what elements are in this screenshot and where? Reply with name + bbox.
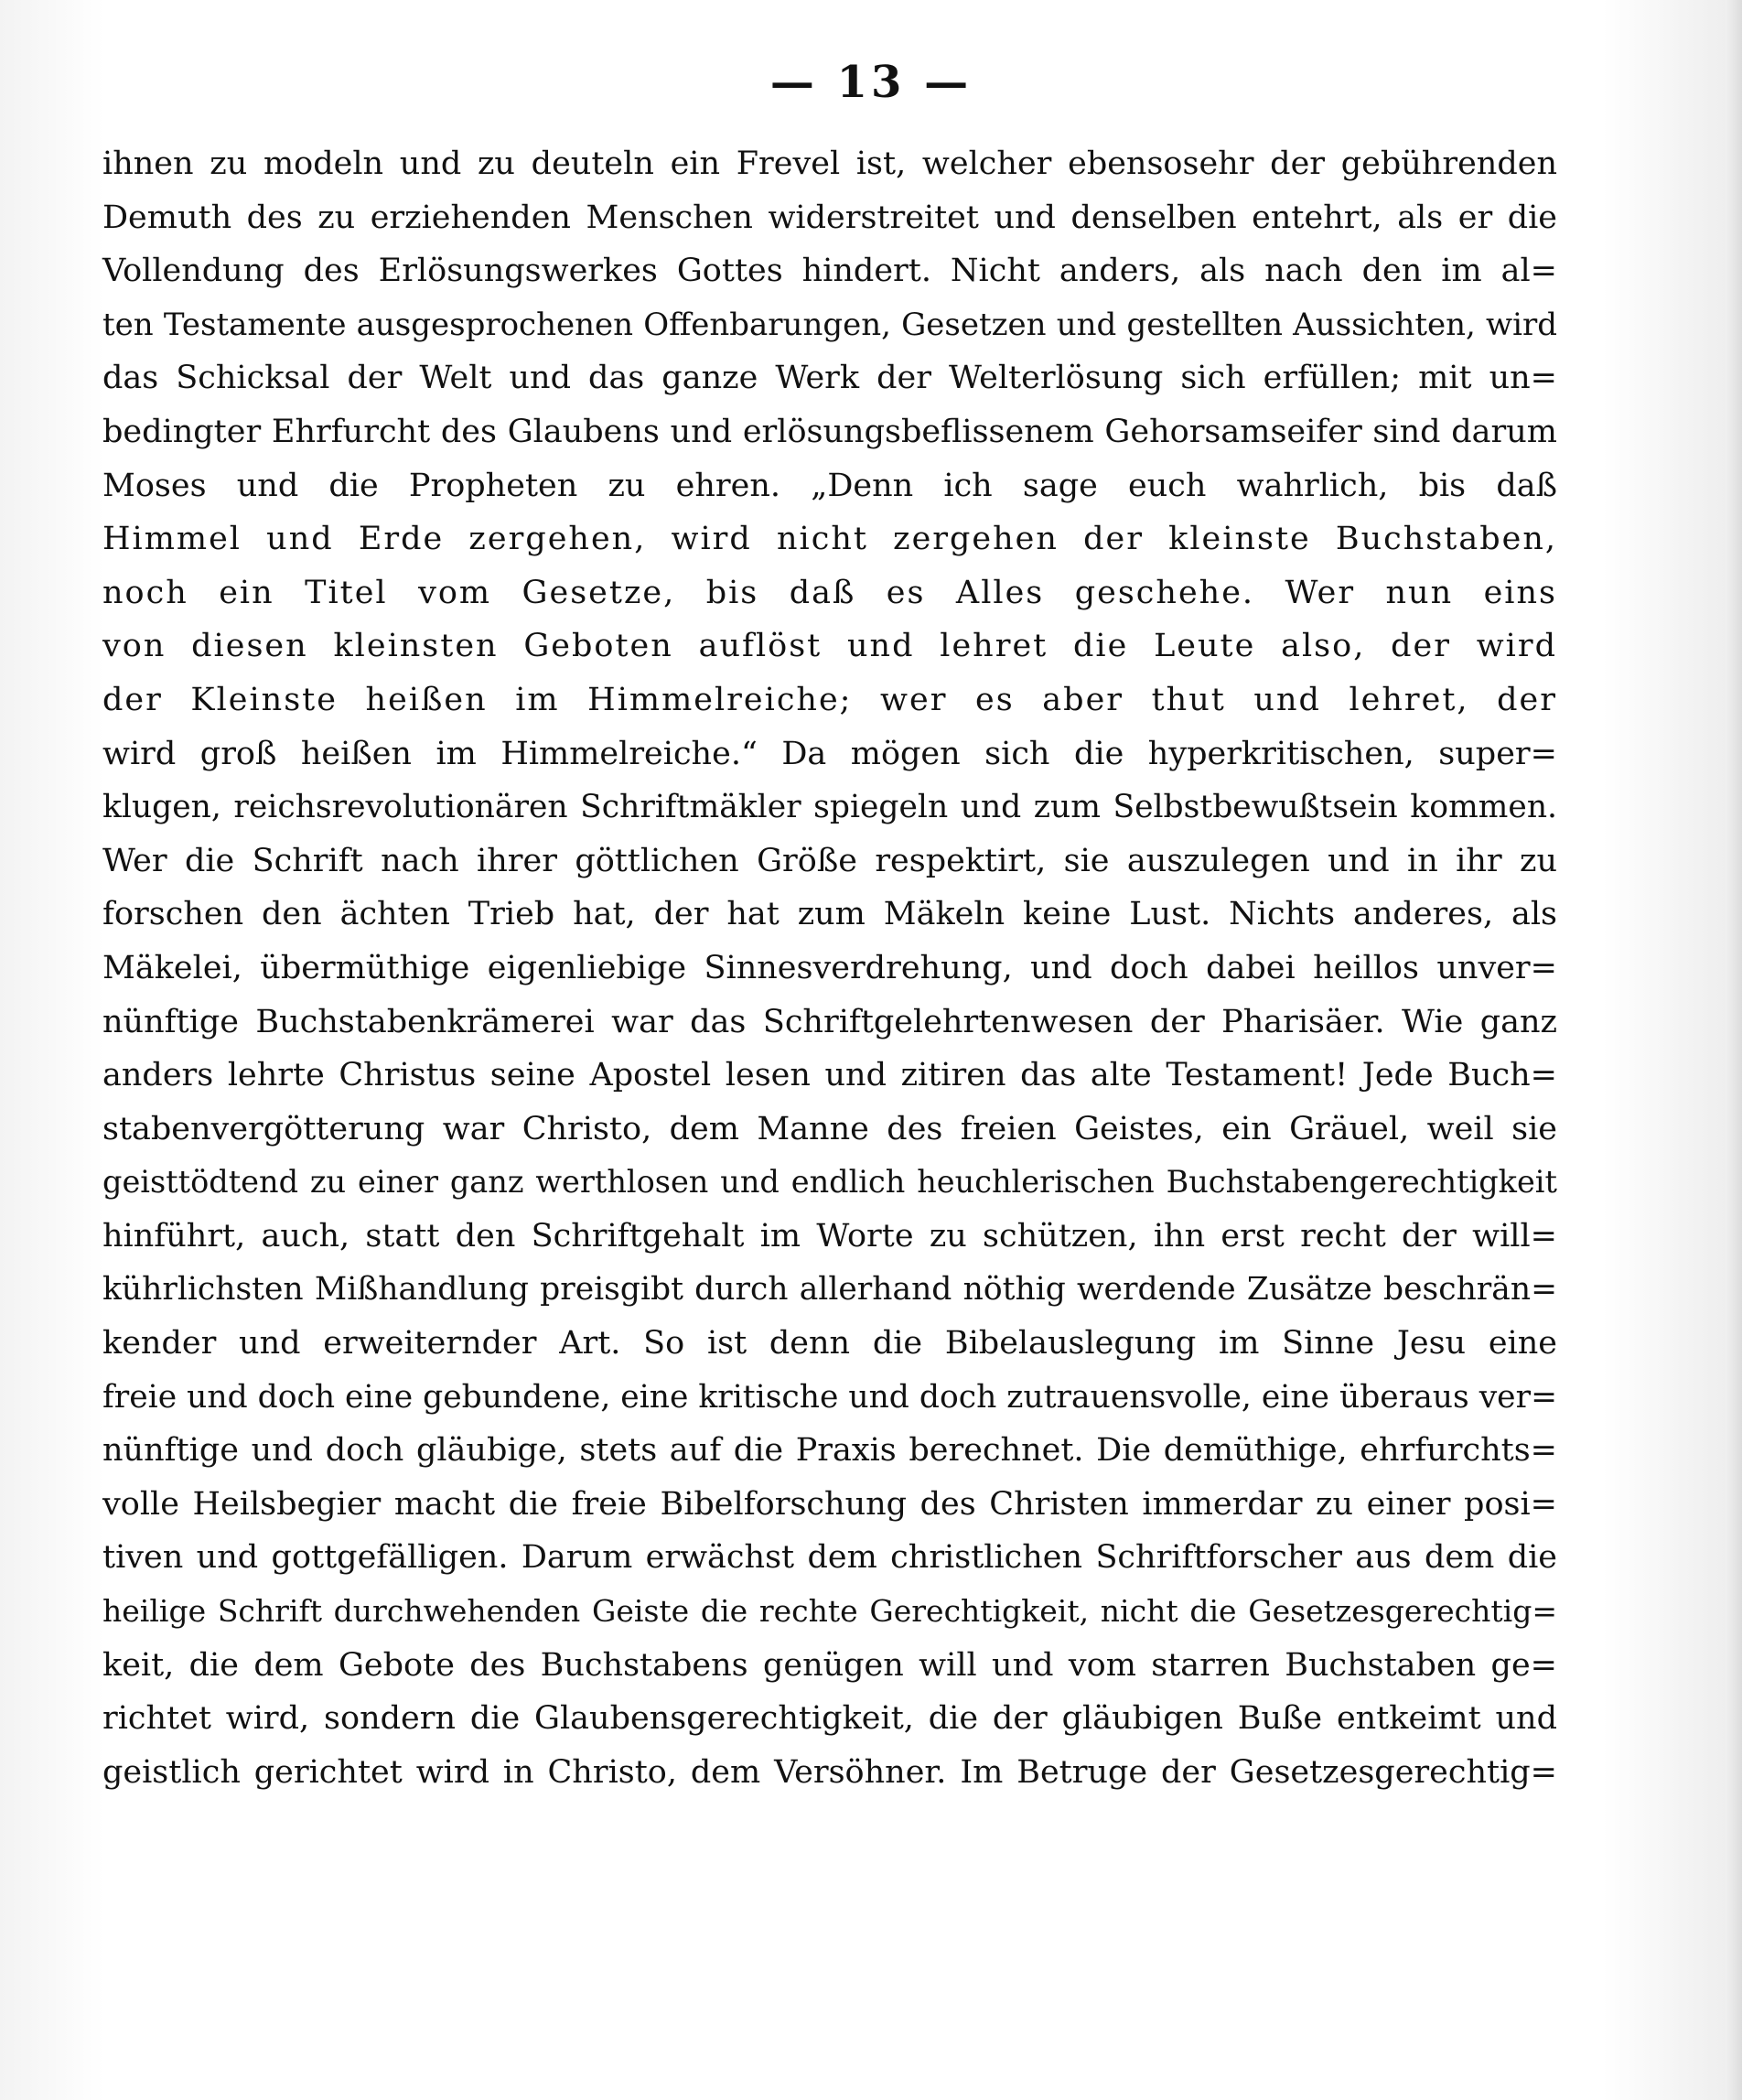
text-line: Himmel und Erde zergehen, wird nicht zergehen der kleinste Buchstaben,: [102, 521, 1557, 558]
body-text: [102, 137, 1557, 1799]
text-line: volle Heilsbegier macht die freie Bibelforschung des Christen immerdar zu einer posi=: [102, 1485, 1557, 1523]
text-line: geistlich gerichtet wird in Christo, dem Versöhner. Im Betruge der Gesetzesgerechtig=: [102, 1753, 1557, 1791]
text-line: noch ein Titel vom Gesetze, bis daß es Alles geschehe. Wer nun eins: [102, 574, 1557, 611]
text-line: nünftige und doch gläubige, stets auf die Praxis berechnet. Die demüthige, ehrfurchts=: [102, 1432, 1557, 1470]
text-line: keit, die dem Gebote des Buchstabens genügen will und vom starren Buchstaben ge=: [102, 1646, 1557, 1684]
text-line: kender und erweiternder Art. So ist denn die Bibelauslegung im Sinne Jesu eine: [102, 1325, 1557, 1362]
text-line: ihnen zu modeln und zu deuteln ein Frevel ist, welcher ebensosehr der gebührenden: [102, 145, 1557, 182]
text-line: von diesen kleinsten Geboten auflöst und lehret die Leute also, der wird: [102, 628, 1557, 665]
text-line: Moses und die Propheten zu ehren. „Denn ich sage euch wahrlich, bis daß: [102, 467, 1557, 504]
text-line: stabenvergötterung war Christo, dem Manne des freien Geistes, ein Gräuel, weil sie: [102, 1110, 1557, 1147]
text-line: Demuth des zu erziehenden Menschen widerstreitet und denselben entehrt, als er die: [102, 199, 1557, 236]
text-line: geisttödtend zu einer ganz werthlosen und endlich heuchlerischen Buchstabengerechtigkeit: [102, 1164, 1557, 1201]
text-line: wird groß heißen im Himmelreiche.“ Da mögen sich die hyperkritischen, super=: [102, 735, 1557, 772]
text-line: tiven und gottgefälligen. Darum erwächst dem christlichen Schriftforscher aus dem die: [102, 1539, 1557, 1577]
page-number: — 13 —: [769, 57, 973, 108]
text-line: richtet wird, sondern die Glaubensgerechtigkeit, die der gläubigen Buße entkeimt und: [102, 1700, 1557, 1738]
text-line: forschen den ächten Trieb hat, der hat zum Mäkeln keine Lust. Nichts anderes, als: [102, 896, 1557, 933]
page-edge-shadow: [1726, 0, 1742, 2100]
text-line: freie und doch eine gebundene, eine kritische und doch zutrauensvolle, eine überaus ver=: [102, 1378, 1557, 1416]
text-line: Mäkelei, übermüthige eigenliebige Sinnesverdrehung, und doch dabei heillos unver=: [102, 949, 1557, 986]
text-line: Vollendung des Erlösungswerkes Gottes hindert. Nicht anders, als nach den im al=: [102, 253, 1557, 290]
text-line: nünftige Buchstabenkrämerei war das Schriftgelehrtenwesen der Pharisäer. Wie ganz: [102, 1003, 1557, 1040]
text-line: klugen, reichsrevolutionären Schriftmäkler spiegeln und zum Selbstbewußtsein kommen.: [102, 789, 1557, 826]
text-line: Wer die Schrift nach ihrer göttlichen Größe respektirt, sie auszulegen und in ihr zu: [102, 842, 1557, 879]
text-line: hinführt, auch, statt den Schriftgehalt im Worte zu schützen, ihn erst recht der will=: [102, 1217, 1557, 1255]
text-line: das Schicksal der Welt und das ganze Werk der Welterlösung sich erfüllen; mit un=: [102, 360, 1557, 397]
text-line: anders lehrte Christus seine Apostel lesen und zitiren das alte Testament! Jede Buch=: [102, 1057, 1557, 1094]
text-line: bedingter Ehrfurcht des Glaubens und erlösungsbeflissenem Gehorsamseifer sind darum: [102, 413, 1557, 450]
text-line: ten Testamente ausgesprochenen Offenbarungen, Gesetzen und gestellten Aussichten, wird: [102, 306, 1557, 343]
text-line: der Kleinste heißen im Himmelreiche; wer es aber thut und lehret, der: [102, 681, 1557, 718]
text-line: heilige Schrift durchwehenden Geiste die rechte Gerechtigkeit, nicht die Gesetzesgerechtig=: [102, 1593, 1557, 1630]
text-line: kührlichsten Mißhandlung preisgibt durch allerhand nöthig werdende Zusätze beschrän=: [102, 1271, 1557, 1308]
